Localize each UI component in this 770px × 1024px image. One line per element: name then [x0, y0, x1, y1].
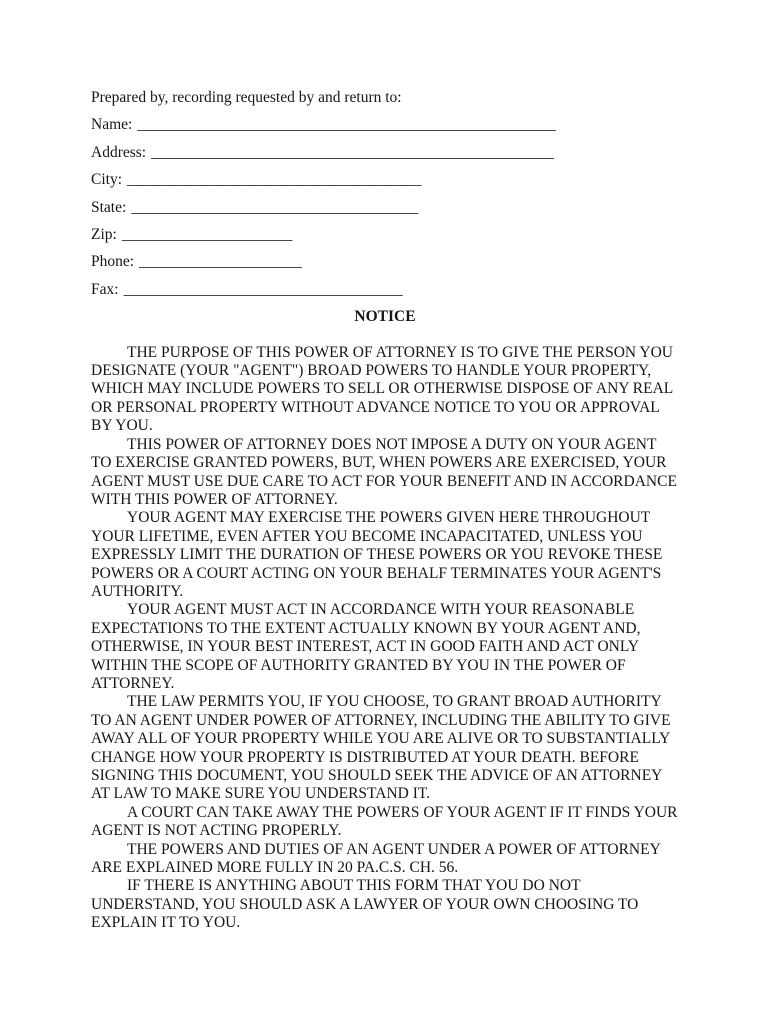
prepared-by-line: Prepared by, recording requested by and return to: [91, 89, 402, 106]
field-row-name [91, 116, 679, 134]
notice-paragraph-broad-authority: THE LAW PERMITS YOU, IF YOU CHOOSE, TO GRANT BROAD AUTHORITY TO AN AGENT UNDER POWER OF ATTORNEY, INCLUDING THE ABILITY TO GIVE AWAY ALL OF YOUR PROPERTY WHILE YOU ARE ALIVE OR TO SUBSTANTIALLY CHANGE HOW YOUR PROPERTY IS DISTRIBUTED AT YOUR DEATH. BEFORE SIGNING THIS DOCUMENT, YOU SHOULD SEEK THE ADVICE OF AN ATTORNEY AT LAW TO MAKE SURE YOU UNDERSTAND IT. [91, 693, 671, 803]
notice-paragraph-purpose: THE PURPOSE OF THIS POWER OF ATTORNEY IS TO GIVE THE PERSON YOU DESIGNATE (YOUR "AGENT") BROAD POWERS TO HANDLE YOUR PROPERTY, WHICH MAY INCLUDE POWERS TO SELL OR OTHERWISE DISPOSE OF ANY REAL OR PERSONAL PROPERTY WITHOUT ADVANCE NOTICE TO YOU OR APPROVAL BY YOU. [91, 343, 674, 435]
notice-paragraph-expectations: YOUR AGENT MUST ACT IN ACCORDANCE WITH YOUR REASONABLE EXPECTATIONS TO THE EXTENT ACTUALLY KNOWN BY YOUR AGENT AND, OTHERWISE, IN YOUR BEST INTEREST, ACT IN GOOD FAITH AND ACT ONLY WITHIN THE SCOPE OF AUTHORITY GRANTED BY YOU IN THE POWER OF ATTORNEY. [91, 601, 641, 692]
notice-paragraph-court: A COURT CAN TAKE AWAY THE POWERS OF YOUR AGENT IF IT FINDS YOUR AGENT IS NOT ACTING PROPERLY. [91, 803, 678, 840]
field-blank-name: ______________________________________________________ [137, 116, 556, 134]
notice-paragraph-lawyer: IF THERE IS ANYTHING ABOUT THIS FORM THAT YOU DO NOT UNDERSTAND, YOU SHOULD ASK A LAWYER OF YOUR OWN CHOOSING TO EXPLAIN IT TO YOU. [91, 877, 639, 932]
notice-paragraph-lifetime: YOUR AGENT MAY EXERCISE THE POWERS GIVEN HERE THROUGHOUT YOUR LIFETIME, EVEN AFTER YOU BECOME INCAPACITATED, UNLESS YOU EXPRESSLY LIMIT THE DURATION OF THESE POWERS OR YOU REVOKE THESE POWERS OR A COURT ACTING ON YOUR BEHALF TERMINATES YOUR AGENT'S AUTHORITY. [91, 509, 663, 600]
field-blank-phone: _____________________ [139, 253, 302, 271]
field-label-city: City: [91, 171, 123, 189]
field-row-zip [91, 226, 679, 244]
field-label-phone: Phone: [91, 253, 135, 271]
field-row-state [91, 199, 679, 217]
field-blank-state: _____________________________________ [131, 198, 419, 216]
field-blank-zip: ______________________ [121, 226, 293, 244]
field-label-fax: Fax: [91, 280, 119, 298]
field-row-address [91, 144, 679, 162]
field-label-address: Address: [91, 143, 147, 161]
notice-paragraph-statute: THE POWERS AND DUTIES OF AN AGENT UNDER A POWER OF ATTORNEY ARE EXPLAINED MORE FULLY IN 20 PA.C.S. CH. 56. [91, 840, 661, 877]
field-blank-fax: ____________________________________ [123, 280, 403, 298]
field-row-city [91, 171, 679, 189]
field-label-name: Name: [91, 116, 133, 134]
field-blank-address: ____________________________________________________ [151, 143, 555, 161]
field-blank-city: ______________________________________ [127, 171, 422, 189]
field-row-phone [91, 253, 679, 271]
notice-title: NOTICE [354, 308, 416, 326]
field-label-state: State: [91, 198, 127, 216]
field-row-fax [91, 281, 679, 299]
notice-paragraph-duty: THIS POWER OF ATTORNEY DOES NOT IMPOSE A DUTY ON YOUR AGENT TO EXERCISE GRANTED POWERS, BUT, WHEN POWERS ARE EXERCISED, YOUR AGENT MUST USE DUE CARE TO ACT FOR YOUR BENEFIT AND IN ACCORDANCE WITH THIS POWER OF ATTORNEY. [91, 435, 677, 508]
field-label-zip: Zip: [91, 226, 117, 244]
